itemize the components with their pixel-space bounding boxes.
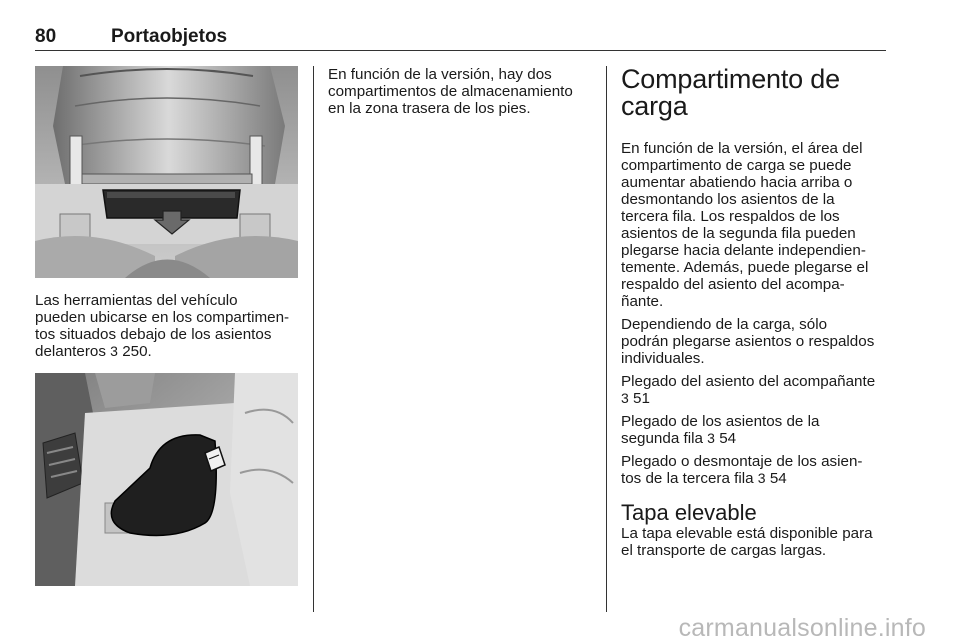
dependiendo-paragraph: Dependiendo de la carga, sólo podrán plegarse asientos o respaldos individuales. [621,316,875,367]
reference-arrow-icon: 3 [757,470,766,486]
intro-paragraph: En función de la versión, el área del compartimento de carga se puede aumentar abatiendo hacia arriba o desmontando los asientos de la tercera fila. Los respaldos de los asientos de la segunda fila pueden plegarse hacia delante independien- temente. Además, puede plegarse el respaldo del asiento del acompa- ñante. [621,140,869,310]
reference-arrow-icon: 3 [621,390,629,406]
reference-page-link[interactable]: 54 [719,430,737,447]
reference-third-row: Plegado o desmontaje de los asien- tos de la tercera fila 3 54 [621,453,863,487]
watermark: carmanualsonline.info [678,614,926,642]
reference-page-link[interactable]: 54 [769,470,787,487]
caption-line-4: delanteros 3 250. [35,343,152,360]
reference-passenger-seat: Plegado del asiento del acompañante 3 51 [621,373,876,407]
figure-rear-footwell-storage [35,373,298,586]
column-3-text [621,66,886,559]
caption-line-1: Las herramientas del vehículo [35,292,238,309]
column-1-text [35,292,298,360]
column-divider-right [606,66,607,612]
figure-underseat-compartment [35,66,298,278]
caption-line-2: pueden ubicarse en los compartimen- [35,309,290,326]
header-rule [35,50,886,51]
tapa-paragraph: La tapa elevable está disponible para el transporte de cargas largas. [621,525,873,559]
paragraph-line-3: en la zona trasera de los pies. [328,100,531,117]
page-number: 80 [35,26,57,47]
section-heading: Compartimento de carga [621,64,840,121]
page-header [35,26,885,52]
reference-page-link[interactable]: 250. [122,343,152,360]
reference-page-link[interactable]: 51 [633,390,650,407]
reference-arrow-icon: 3 [707,430,715,446]
reference-second-row: Plegado de los asientos de la segunda fila 3 54 [621,413,820,447]
chapter-title: Portaobjetos [111,26,228,47]
column-2-text [328,66,590,117]
paragraph-line-1: En función de la versión, hay dos [328,66,552,83]
reference-arrow-icon: 3 [110,343,118,359]
caption-line-3: tos situados debajo de los asientos [35,326,272,343]
column-divider-left [313,66,314,612]
subheading-tapa-elevable: Tapa elevable [621,500,757,525]
paragraph-line-2: compartimentos de almacenamiento [328,83,573,100]
